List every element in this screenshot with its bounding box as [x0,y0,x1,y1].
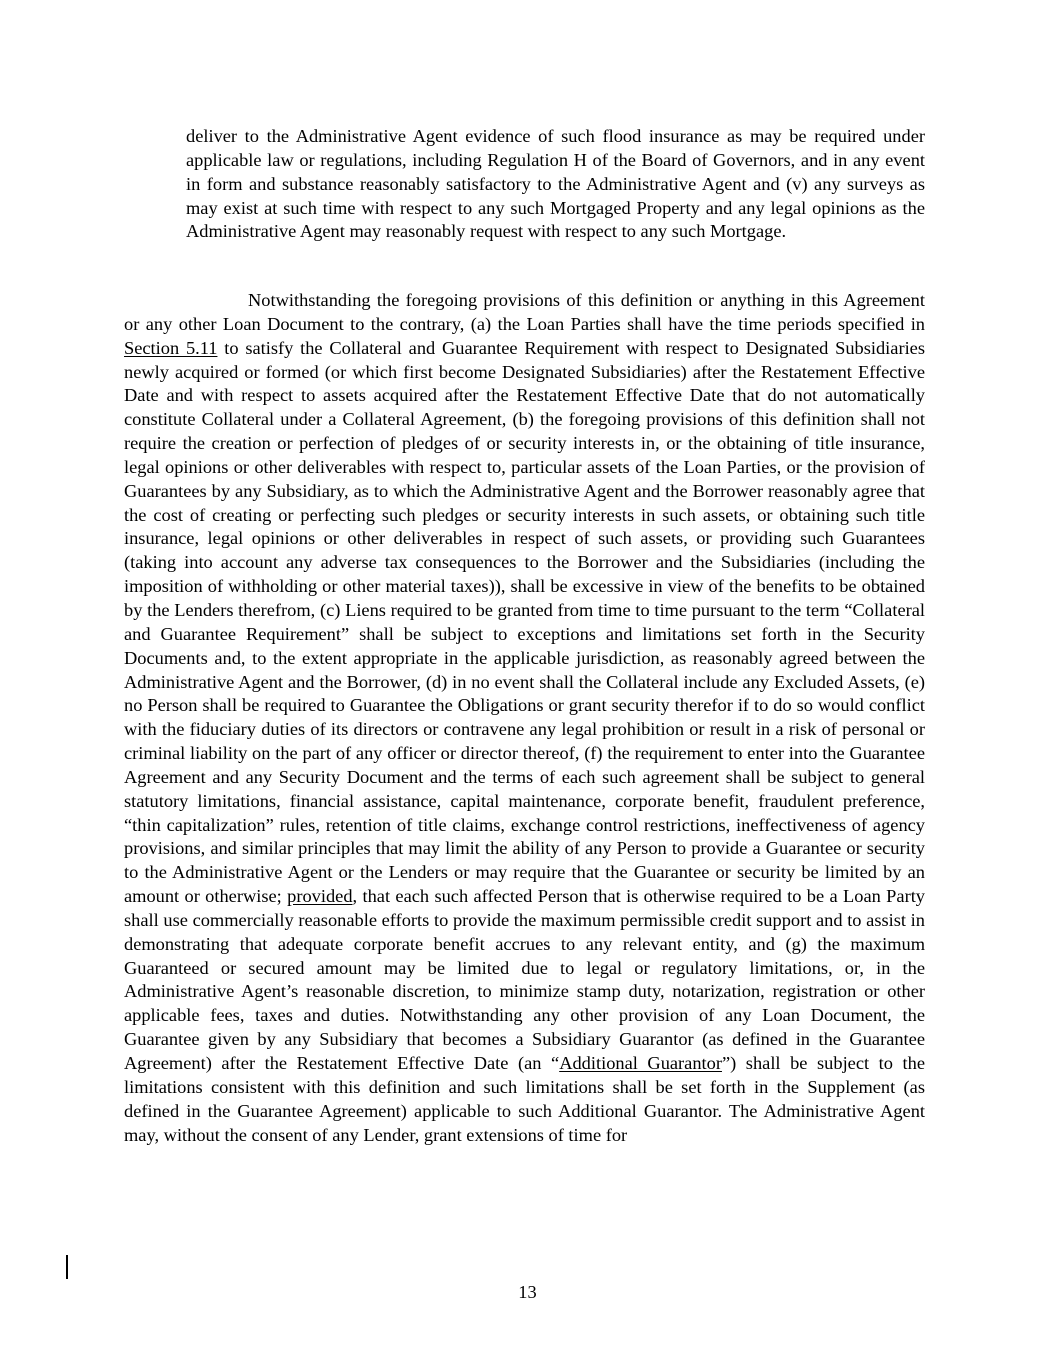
paragraph-text-segment: ”) shall be subject to the limitations consistent with this definition and such limitations shall be set forth in the Supplement (as defined in the Guarantee Agreement) applicable to such Additional Guarantor. The Administrative Agent may, without the consent of any Lender, grant extensions of time for [124,1053,925,1145]
paragraph-notwithstanding [124,289,925,1147]
paragraph-text-segment: Notwithstanding the foregoing provisions of this definition or anything in this Agreement or any other Loan Document to the contrary, (a) the Loan Parties shall have the time periods specified in [124,290,925,334]
paragraph-flood-insurance: deliver to the Administrative Agent evidence of such flood insurance as may be required under applicable law or regulations, including Regulation H of the Board of Governors, and in any event in form and substance reasonably satisfactory to the Administrative Agent and (v) any surveys as may exist at such time with respect to any such Mortgaged Property and any legal opinions as the Administrative Agent may reasonably request with respect to any such Mortgage. [186,126,925,242]
revision-change-bar [66,1255,68,1279]
provided-term: provided [287,886,353,907]
paragraph-text-segment: , that each such affected Person that is otherwise required to be a Loan Party shall use commercially reasonable efforts to provide the maximum permissible credit support and to assist in demonstrating that adequate corporate benefit accrues to any relevant entity, and (g) the maximum Guaranteed or secured amount may be limited due to legal or regulatory limitations, or, in the Administrative Agent’s reasonable discretion, to minimize stamp duty, notarization, registration or other applicable fees, taxes and duties. Notwithstanding any other provision of any Loan Document, the Guarantee given by any Subsidiary that becomes a Subsidiary Guarantor (as defined in the Guarantee Agreement) after the Restatement Effective Date (an “ [124,886,925,1073]
paragraph-text-segment: to satisfy the Collateral and Guarantee Requirement with respect to Designated Subsidiaries newly acquired or formed (or which first become Designated Subsidiaries) after the Restatement Effective Date and with respect to assets acquired after the Restatement Effective Date that do not automatically constitute Collateral under a Collateral Agreement, (b) the foregoing provisions of this definition shall not require the creation or perfection of pledges of or security interests in, or the obtaining of title insurance, legal opinions or other deliverables with respect to, particular assets of the Loan Parties, or the provision of Guarantees by any Subsidiary, as to which the Administrative Agent and the Borrower reasonably agree that the cost of creating or perfecting such pledges or security interests in such assets, or obtaining such title insurance, legal opinions or other deliverables in respect of such assets, or providing such Guarantees (taking into account any adverse tax consequences to the Borrower and the Subsidiaries (including the imposition of withholding or other material taxes)), shall be excessive in view of the benefits to be obtained by the Lenders therefrom, (c) Liens required to be granted from time to time pursuant to the term “Collateral and Guarantee Requirement” shall be subject to exceptions and limitations set forth in the Security Documents and, to the extent appropriate in the applicable jurisdiction, as reasonably agreed between the Administrative Agent and the Borrower, (d) in no event shall the Collateral include any Excluded Assets, (e) no Person shall be required to Guarantee the Obligations or grant security therefor if to do so would conflict with the fiduciary duties of its directors or contravene any legal prohibition or result in a risk of personal or criminal liability on the part of any officer or director thereof, (f) the requirement to enter into the Guarantee Agreement and any Security Document and the terms of each such agreement shall be subject to general statutory limitations, financial assistance, capital maintenance, corporate benefit, fraudulent preference, “thin capitalization” rules, retention of title claims, exchange control restrictions, ineffectiveness of agency provisions, and similar principles that may limit the ability of any Person to provide a Guarantee or security to the Administrative Agent or the Lenders or may require that the Guarantee or security be limited by an amount or otherwise; [124,337,925,907]
defined-term-additional-guarantor: Additional Guarantor [559,1053,722,1073]
section-reference-link: Section 5.11 [124,337,218,358]
page-number: 13 [518,1282,537,1302]
